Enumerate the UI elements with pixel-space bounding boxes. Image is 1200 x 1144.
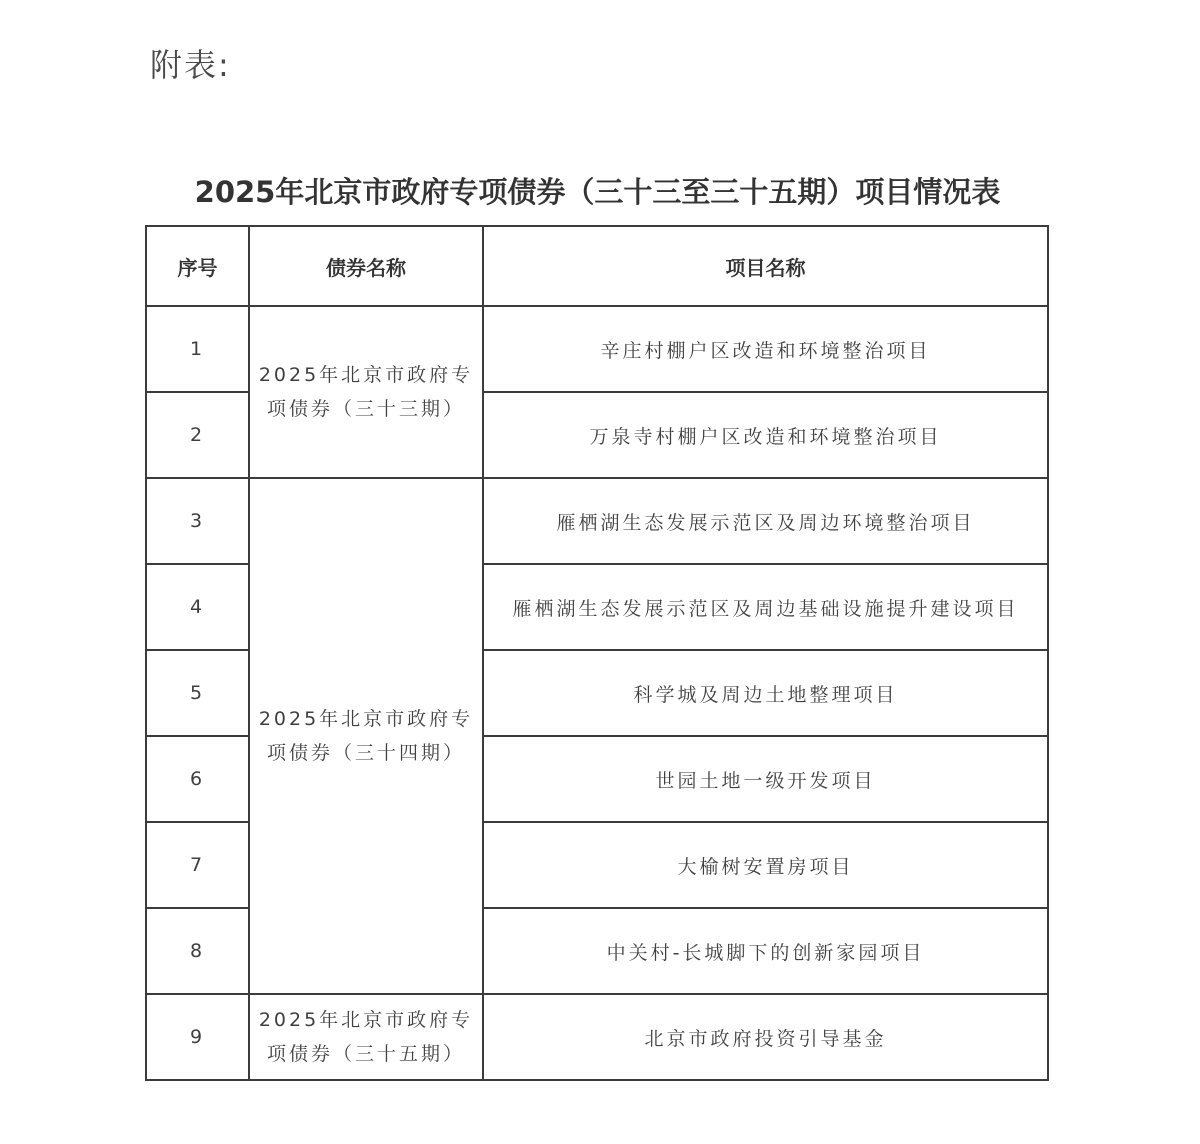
- project-name-cell: 中关村-长城脚下的创新家园项目: [483, 908, 1048, 994]
- serial-number-cell: 7: [146, 822, 249, 908]
- project-name-cell: 雁栖湖生态发展示范区及周边基础设施提升建设项目: [483, 564, 1048, 650]
- bond-name-line-1: 2025年北京市政府专: [258, 1009, 474, 1031]
- serial-number-cell: 5: [146, 650, 249, 736]
- project-name-cell: 北京市政府投资引导基金: [483, 994, 1048, 1080]
- bond-name-cell: [249, 306, 483, 478]
- header-serial-number: 序号: [146, 226, 249, 306]
- table-row: [146, 478, 1048, 564]
- bond-name-cell: [249, 994, 483, 1080]
- bond-name-line-2: 项债券（三十五期）: [266, 1043, 465, 1065]
- serial-number-cell: 8: [146, 908, 249, 994]
- serial-number-cell: 4: [146, 564, 249, 650]
- project-name-cell: 辛庄村棚户区改造和环境整治项目: [483, 306, 1048, 392]
- header-project-name: 项目名称: [483, 226, 1048, 306]
- bond-name-line-1: 2025年北京市政府专: [258, 364, 474, 386]
- project-table: [145, 225, 1049, 1081]
- serial-number-cell: 6: [146, 736, 249, 822]
- table-row: [146, 306, 1048, 392]
- serial-number-cell: 3: [146, 478, 249, 564]
- bond-name-line-2: 项债券（三十四期）: [266, 742, 465, 764]
- header-bond-name: 债券名称: [249, 226, 483, 306]
- project-name-cell: 大榆树安置房项目: [483, 822, 1048, 908]
- table-row: [146, 994, 1048, 1080]
- project-name-cell: 万泉寺村棚户区改造和环境整治项目: [483, 392, 1048, 478]
- project-name-cell: 科学城及周边土地整理项目: [483, 650, 1048, 736]
- serial-number-cell: 2: [146, 392, 249, 478]
- project-name-cell: 雁栖湖生态发展示范区及周边环境整治项目: [483, 478, 1048, 564]
- bond-name-line-2: 项债券（三十三期）: [266, 398, 465, 420]
- bond-name-cell: [249, 478, 483, 994]
- project-name-cell: 世园土地一级开发项目: [483, 736, 1048, 822]
- serial-number-cell: 1: [146, 306, 249, 392]
- bond-name-line-1: 2025年北京市政府专: [258, 708, 474, 730]
- attachment-label: 附表:: [150, 46, 231, 84]
- document-title: 2025年北京市政府专项债券（三十三至三十五期）项目情况表: [194, 175, 1001, 209]
- table-header-row: [146, 226, 1048, 306]
- serial-number-cell: 9: [146, 994, 249, 1080]
